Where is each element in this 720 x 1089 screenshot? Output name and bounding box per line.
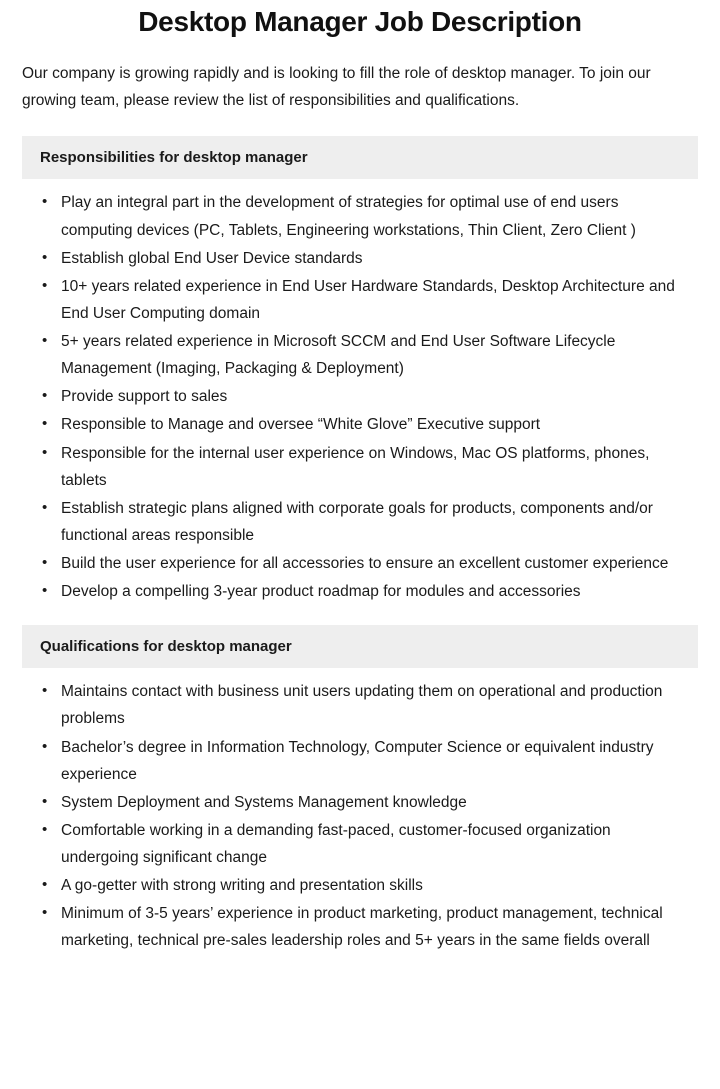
page-title: Desktop Manager Job Description	[138, 6, 582, 37]
list-item: • Minimum of 3-5 years’ experience in product marketing, product management, technical marketing, technical pre-sales leadership roles and 5+ years in the same fields overall	[34, 900, 698, 954]
list-item: • Comfortable working in a demanding fast-paced, customer-focused organization undergoing significant change	[34, 817, 698, 871]
list-item: • A go-getter with strong writing and presentation skills	[34, 872, 698, 899]
list-item: • Provide support to sales	[34, 383, 698, 410]
list-item: • Responsible to Manage and oversee “White Glove” Executive support	[34, 411, 698, 438]
list-item: • 10+ years related experience in End User Hardware Standards, Desktop Architecture and End User Computing domain	[34, 273, 698, 327]
list-item: • Build the user experience for all accessories to ensure an excellent customer experience	[34, 550, 698, 577]
list-item: • Bachelor’s degree in Information Technology, Computer Science or equivalent industry experience	[34, 734, 698, 788]
list-item: • Establish strategic plans aligned with corporate goals for products, components and/or functional areas responsible	[34, 495, 698, 549]
list-item: • Play an integral part in the development of strategies for optimal use of end users computing devices (PC, Tablets, Engineering workstations, Thin Client, Zero Client )	[34, 189, 698, 243]
qualifications-section	[22, 625, 698, 954]
list-item: • Maintains contact with business unit users updating them on operational and production problems	[34, 678, 698, 732]
responsibilities-section	[22, 136, 698, 605]
intro-paragraph: Our company is growing rapidly and is looking to fill the role of desktop manager. To join our growing team, please review the list of responsibilities and qualifications.	[22, 65, 651, 110]
responsibilities-heading: Responsibilities for desktop manager	[22, 136, 698, 179]
qualifications-list	[22, 678, 698, 954]
list-item: • Establish global End User Device standards	[34, 245, 698, 272]
responsibilities-list	[22, 189, 698, 605]
list-item: • 5+ years related experience in Microsoft SCCM and End User Software Lifecycle Management (Imaging, Packaging & Deployment)	[34, 328, 698, 382]
list-item: • Develop a compelling 3-year product roadmap for modules and accessories	[34, 578, 698, 605]
qualifications-heading: Qualifications for desktop manager	[22, 625, 698, 668]
job-description-page	[0, 6, 720, 968]
list-item: • System Deployment and Systems Management knowledge	[34, 789, 698, 816]
list-item: • Responsible for the internal user experience on Windows, Mac OS platforms, phones, tablets	[34, 440, 698, 494]
